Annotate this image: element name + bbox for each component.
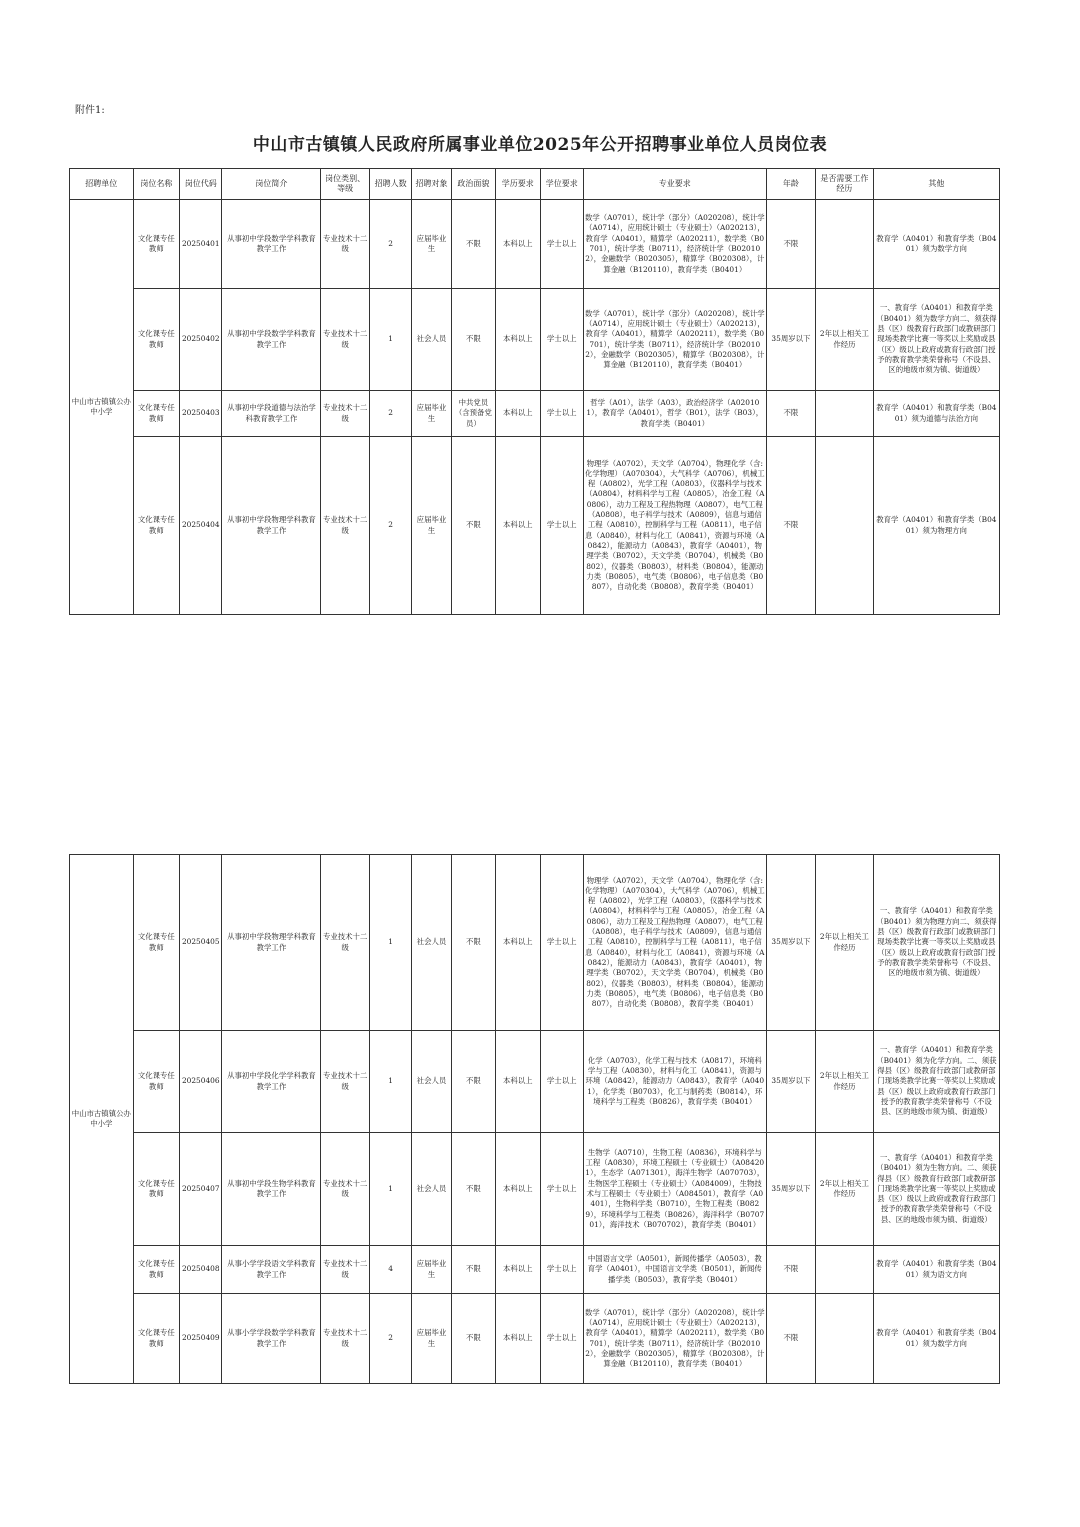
position-name: 文化课专任教师 bbox=[133, 855, 179, 1031]
education: 本科以上 bbox=[496, 855, 540, 1031]
attachment-label: 附件1: bbox=[75, 105, 105, 116]
position-name: 文化课专任教师 bbox=[133, 437, 179, 615]
education: 本科以上 bbox=[496, 437, 540, 615]
header-cell: 其他 bbox=[873, 169, 999, 200]
education: 本科以上 bbox=[496, 200, 540, 289]
experience: 2年以上相关工作经历 bbox=[816, 1133, 874, 1246]
major-requirement: 中国语言文学（A0501），新闻传播学（A0503），教育学（A0401），中国语言文学类（B0501），新闻传播学类（B0503），教育学类（B0401） bbox=[583, 1246, 766, 1294]
age: 35周岁以下 bbox=[766, 289, 815, 391]
header-cell: 学历要求 bbox=[496, 169, 540, 200]
position-category: 专业技术十二级 bbox=[321, 1031, 369, 1133]
header-cell: 年龄 bbox=[766, 169, 815, 200]
age: 不限 bbox=[766, 1294, 815, 1384]
politics: 中共党员（含预备党员） bbox=[451, 391, 495, 437]
position-intro: 从事初中学段数学学科教育教学工作 bbox=[222, 289, 321, 391]
position-intro: 从事初中学段化学学科教育教学工作 bbox=[222, 1031, 321, 1133]
header-cell: 岗位类别、等级 bbox=[321, 169, 369, 200]
major-requirement: 生物学（A0710），生物工程（A0836），环境科学与工程（A0830），环境工程硕士（专业硕士）（A084201），生态学（A071301），海洋生物学（A070703），生物医学工程硕士（专业硕士）（A084009），生物技术与工程硕士（专业硕士）（A084501），教育学（A0401），生物科学类（B0710），生物工程类（B0829），环境科学与工程类（B0826），海洋科学（B070701），海洋技术（B070702），教育学类（B0401） bbox=[583, 1133, 766, 1246]
table-row bbox=[70, 1031, 1000, 1133]
other-notes: 一、教育学（A0401）和教育学类（B0401）须为数学方向二、须获得县（区）级教育行政部门或教研部门现场类教学比赛一等奖以上奖励或县（区）级以上政府或教育行政部门授予的教育教学类荣誉称号（不设县、区的地级市须为镇、街道级） bbox=[873, 289, 999, 391]
header-cell: 岗位简介 bbox=[222, 169, 321, 200]
position-intro: 从事初中学段道德与法治学科教育教学工作 bbox=[222, 391, 321, 437]
position-category: 专业技术十二级 bbox=[321, 1133, 369, 1246]
table-row bbox=[70, 855, 1000, 1031]
degree: 学士以上 bbox=[540, 289, 583, 391]
degree: 学士以上 bbox=[540, 855, 583, 1031]
other-notes: 教育学（A0401）和教育学类（B0401）须为物理方向 bbox=[873, 437, 999, 615]
education: 本科以上 bbox=[496, 391, 540, 437]
position-name: 文化课专任教师 bbox=[133, 391, 179, 437]
position-category: 专业技术十二级 bbox=[321, 200, 369, 289]
header-cell: 招聘对象 bbox=[412, 169, 451, 200]
position-name: 文化课专任教师 bbox=[133, 1031, 179, 1133]
education: 本科以上 bbox=[496, 1031, 540, 1133]
education: 本科以上 bbox=[496, 1246, 540, 1294]
politics: 不限 bbox=[451, 289, 495, 391]
experience bbox=[816, 391, 874, 437]
experience: 2年以上相关工作经历 bbox=[816, 1031, 874, 1133]
degree: 学士以上 bbox=[540, 1294, 583, 1384]
position-code: 20250403 bbox=[180, 391, 222, 437]
experience: 2年以上相关工作经历 bbox=[816, 855, 874, 1031]
position-category: 专业技术十二级 bbox=[321, 437, 369, 615]
other-notes: 一、教育学（A0401）和教育学类（B0401）须为化学方向。二、须获得县（区）级教育行政部门或教研部门现场类教学比赛一等奖以上奖励或县（区）级以上政府或教育行政部门授予的教育教学类荣誉称号（不设县、区的地级市须为镇、街道级） bbox=[873, 1031, 999, 1133]
page-title: 中山市古镇镇人民政府所属事业单位2025年公开招聘事业单位人员岗位表 bbox=[252, 135, 828, 155]
hire-count: 1 bbox=[369, 855, 411, 1031]
hire-target: 社会人员 bbox=[412, 289, 451, 391]
politics: 不限 bbox=[451, 1294, 495, 1384]
header-cell: 岗位名称 bbox=[133, 169, 179, 200]
position-name: 文化课专任教师 bbox=[133, 1294, 179, 1384]
age: 35周岁以下 bbox=[766, 1031, 815, 1133]
table-row bbox=[70, 391, 1000, 437]
degree: 学士以上 bbox=[540, 200, 583, 289]
other-notes: 教育学（A0401）和教育学类（B0401）须为道德与法治方向 bbox=[873, 391, 999, 437]
position-name: 文化课专任教师 bbox=[133, 1246, 179, 1294]
position-code: 20250409 bbox=[180, 1294, 222, 1384]
age: 不限 bbox=[766, 200, 815, 289]
header-cell: 学位要求 bbox=[540, 169, 583, 200]
degree: 学士以上 bbox=[540, 437, 583, 615]
position-name: 文化课专任教师 bbox=[133, 1133, 179, 1246]
age: 不限 bbox=[766, 437, 815, 615]
major-requirement: 数学（A0701），统计学（部分）（A020208），统计学（A0714），应用统计硕士（专业硕士）（A020213），教育学（A0401），精算学（A020211），数学类（B0701），统计学类（B0711），经济统计学（B020102），金融数学（B020305），精算学（B020308），计算金融（B120110），教育学类（B0401） bbox=[583, 200, 766, 289]
table-row bbox=[70, 1133, 1000, 1246]
age: 35周岁以下 bbox=[766, 855, 815, 1031]
experience bbox=[816, 437, 874, 615]
table-row bbox=[70, 437, 1000, 615]
header-cell: 岗位代码 bbox=[180, 169, 222, 200]
education: 本科以上 bbox=[496, 1294, 540, 1384]
position-category: 专业技术十二级 bbox=[321, 1294, 369, 1384]
position-code: 20250406 bbox=[180, 1031, 222, 1133]
hire-target: 社会人员 bbox=[412, 1031, 451, 1133]
hire-count: 2 bbox=[369, 200, 411, 289]
politics: 不限 bbox=[451, 200, 495, 289]
major-requirement: 物理学（A0702），天文学（A0704），物理化学（含:化学物理）（A070304），大气科学（A0706），机械工程（A0802），光学工程（A0803），仪器科学与技术（A0804），材料科学与工程（A0805），冶金工程（A0806），动力工程及工程热物理（A0807），电气工程（A0808），电子科学与技术（A0809），信息与通信工程（A0810），控制科学与工程（A0811），电子信息（A0840），材料与化工（A0841），资源与环境（A0842），能源动力（A0843），教育学（A0401），物理学类（B0702），天文学类（B0704），机械类（B0802），仪器类（B0803），材料类（B0804），能源动力类（B0805），电气类（B0806），电子信息类（B0807），自动化类（B0808），教育学类（B0401） bbox=[583, 855, 766, 1031]
major-requirement: 哲学（A01），法学（A03），政治经济学（A020101），教育学（A0401），哲学（B01），法学（B03），教育学类（B0401） bbox=[583, 391, 766, 437]
major-requirement: 物理学（A0702），天文学（A0704），物理化学（含:化学物理）（A070304），大气科学（A0706），机械工程（A0802），光学工程（A0803），仪器科学与技术（A0804），材料科学与工程（A0805），冶金工程（A0806），动力工程及工程热物理（A0807），电气工程（A0808），电子科学与技术（A0809），信息与通信工程（A0810），控制科学与工程（A0811），电子信息（A0840），材料与化工（A0841），资源与环境（A0842），能源动力（A0843），教育学（A0401），物理学类（B0702），天文学类（B0704），机械类（B0802），仪器类（B0803），材料类（B0804），能源动力类（B0805），电气类（B0806），电子信息类（B0807），自动化类（B0808），教育学类（B0401） bbox=[583, 437, 766, 615]
hire-count: 2 bbox=[369, 437, 411, 615]
degree: 学士以上 bbox=[540, 1133, 583, 1246]
experience bbox=[816, 1294, 874, 1384]
position-intro: 从事初中学段物理学科教育教学工作 bbox=[222, 855, 321, 1031]
hire-count: 2 bbox=[369, 1294, 411, 1384]
table-row bbox=[70, 1246, 1000, 1294]
position-intro: 从事初中学段数学学科教育教学工作 bbox=[222, 200, 321, 289]
position-name: 文化课专任教师 bbox=[133, 200, 179, 289]
hire-target: 应届毕业生 bbox=[412, 391, 451, 437]
politics: 不限 bbox=[451, 1246, 495, 1294]
hire-target: 社会人员 bbox=[412, 1133, 451, 1246]
position-code: 20250405 bbox=[180, 855, 222, 1031]
hire-count: 1 bbox=[369, 1031, 411, 1133]
position-intro: 从事小学学段语文学科教育教学工作 bbox=[222, 1246, 321, 1294]
politics: 不限 bbox=[451, 437, 495, 615]
table-row bbox=[70, 200, 1000, 289]
position-code: 20250408 bbox=[180, 1246, 222, 1294]
other-notes: 教育学（A0401）和教育学类（B0401）须为数学方向 bbox=[873, 200, 999, 289]
unit-cell: 中山市古镇镇公办中小学 bbox=[70, 855, 134, 1384]
degree: 学士以上 bbox=[540, 391, 583, 437]
degree: 学士以上 bbox=[540, 1031, 583, 1133]
age: 35周岁以下 bbox=[766, 1133, 815, 1246]
position-code: 20250404 bbox=[180, 437, 222, 615]
degree: 学士以上 bbox=[540, 1246, 583, 1294]
experience bbox=[816, 200, 874, 289]
position-category: 专业技术十二级 bbox=[321, 855, 369, 1031]
position-category: 专业技术十二级 bbox=[321, 289, 369, 391]
hire-count: 1 bbox=[369, 1133, 411, 1246]
hire-count: 4 bbox=[369, 1246, 411, 1294]
hire-count: 2 bbox=[369, 391, 411, 437]
unit-cell: 中山市古镇镇公办中小学 bbox=[70, 200, 134, 615]
hire-target: 应届毕业生 bbox=[412, 1294, 451, 1384]
positions-table-1 bbox=[69, 168, 1000, 615]
table-row bbox=[70, 1294, 1000, 1384]
position-code: 20250401 bbox=[180, 200, 222, 289]
education: 本科以上 bbox=[496, 289, 540, 391]
hire-count: 1 bbox=[369, 289, 411, 391]
major-requirement: 数学（A0701），统计学（部分）（A020208），统计学（A0714），应用统计硕士（专业硕士）（A020213），教育学（A0401），精算学（A020211），数学类（B0701），统计学类（B0711），经济统计学（B020102），金融数学（B020305），精算学（B020308），计算金融（B120110），教育学类（B0401） bbox=[583, 1294, 766, 1384]
header-cell: 招聘人数 bbox=[369, 169, 411, 200]
table-row bbox=[70, 289, 1000, 391]
other-notes: 一、教育学（A0401）和教育学类（B0401）须为物理方向二、须获得县（区）级教育行政部门或教研部门现场类教学比赛一等奖以上奖励或县（区）级以上政府或教育行政部门授予的教育教学类荣誉称号（不设县、区的地级市须为镇、街道级） bbox=[873, 855, 999, 1031]
position-intro: 从事初中学段物理学科教育教学工作 bbox=[222, 437, 321, 615]
header-row bbox=[70, 169, 1000, 200]
education: 本科以上 bbox=[496, 1133, 540, 1246]
position-intro: 从事初中学段生物学科教育教学工作 bbox=[222, 1133, 321, 1246]
header-cell: 是否需要工作经历 bbox=[816, 169, 874, 200]
position-intro: 从事小学学段数学学科教育教学工作 bbox=[222, 1294, 321, 1384]
header-cell: 招聘单位 bbox=[70, 169, 134, 200]
politics: 不限 bbox=[451, 1031, 495, 1133]
experience bbox=[816, 1246, 874, 1294]
politics: 不限 bbox=[451, 1133, 495, 1246]
positions-table-2 bbox=[69, 854, 1000, 1384]
politics: 不限 bbox=[451, 855, 495, 1031]
age: 不限 bbox=[766, 1246, 815, 1294]
other-notes: 教育学（A0401）和教育学类（B0401）须为数学方向 bbox=[873, 1294, 999, 1384]
other-notes: 一、教育学（A0401）和教育学类（B0401）须为生物方向。二、须获得县（区）级教育行政部门或教研部门现场类教学比赛一等奖以上奖励或县（区）级以上政府或教育行政部门授予的教育教学类荣誉称号（不设县、区的地级市须为镇、街道级） bbox=[873, 1133, 999, 1246]
position-name: 文化课专任教师 bbox=[133, 289, 179, 391]
age: 不限 bbox=[766, 391, 815, 437]
position-category: 专业技术十二级 bbox=[321, 1246, 369, 1294]
major-requirement: 数学（A0701），统计学（部分）（A020208），统计学（A0714），应用统计硕士（专业硕士）（A020213），教育学（A0401），精算学（A020211），数学类（B0701），统计学类（B0711），经济统计学（B020102），金融数学（B020305），精算学（B020308），计算金融（B120110），教育学类（B0401） bbox=[583, 289, 766, 391]
other-notes: 教育学（A0401）和教育学类（B0401）须为语文方向 bbox=[873, 1246, 999, 1294]
major-requirement: 化学（A0703），化学工程与技术（A0817），环境科学与工程（A0830），材料与化工（A0841），资源与环境（A0842），能源动力（A0843），教育学（A0401），化学类（B0703），化工与制药类（B0814），环境科学与工程类（B0826），教育学类（B0401） bbox=[583, 1031, 766, 1133]
experience: 2年以上相关工作经历 bbox=[816, 289, 874, 391]
hire-target: 应届毕业生 bbox=[412, 200, 451, 289]
position-code: 20250407 bbox=[180, 1133, 222, 1246]
hire-target: 应届毕业生 bbox=[412, 437, 451, 615]
position-code: 20250402 bbox=[180, 289, 222, 391]
header-cell: 政治面貌 bbox=[451, 169, 495, 200]
position-category: 专业技术十二级 bbox=[321, 391, 369, 437]
hire-target: 应届毕业生 bbox=[412, 1246, 451, 1294]
header-cell: 专业要求 bbox=[583, 169, 766, 200]
hire-target: 社会人员 bbox=[412, 855, 451, 1031]
